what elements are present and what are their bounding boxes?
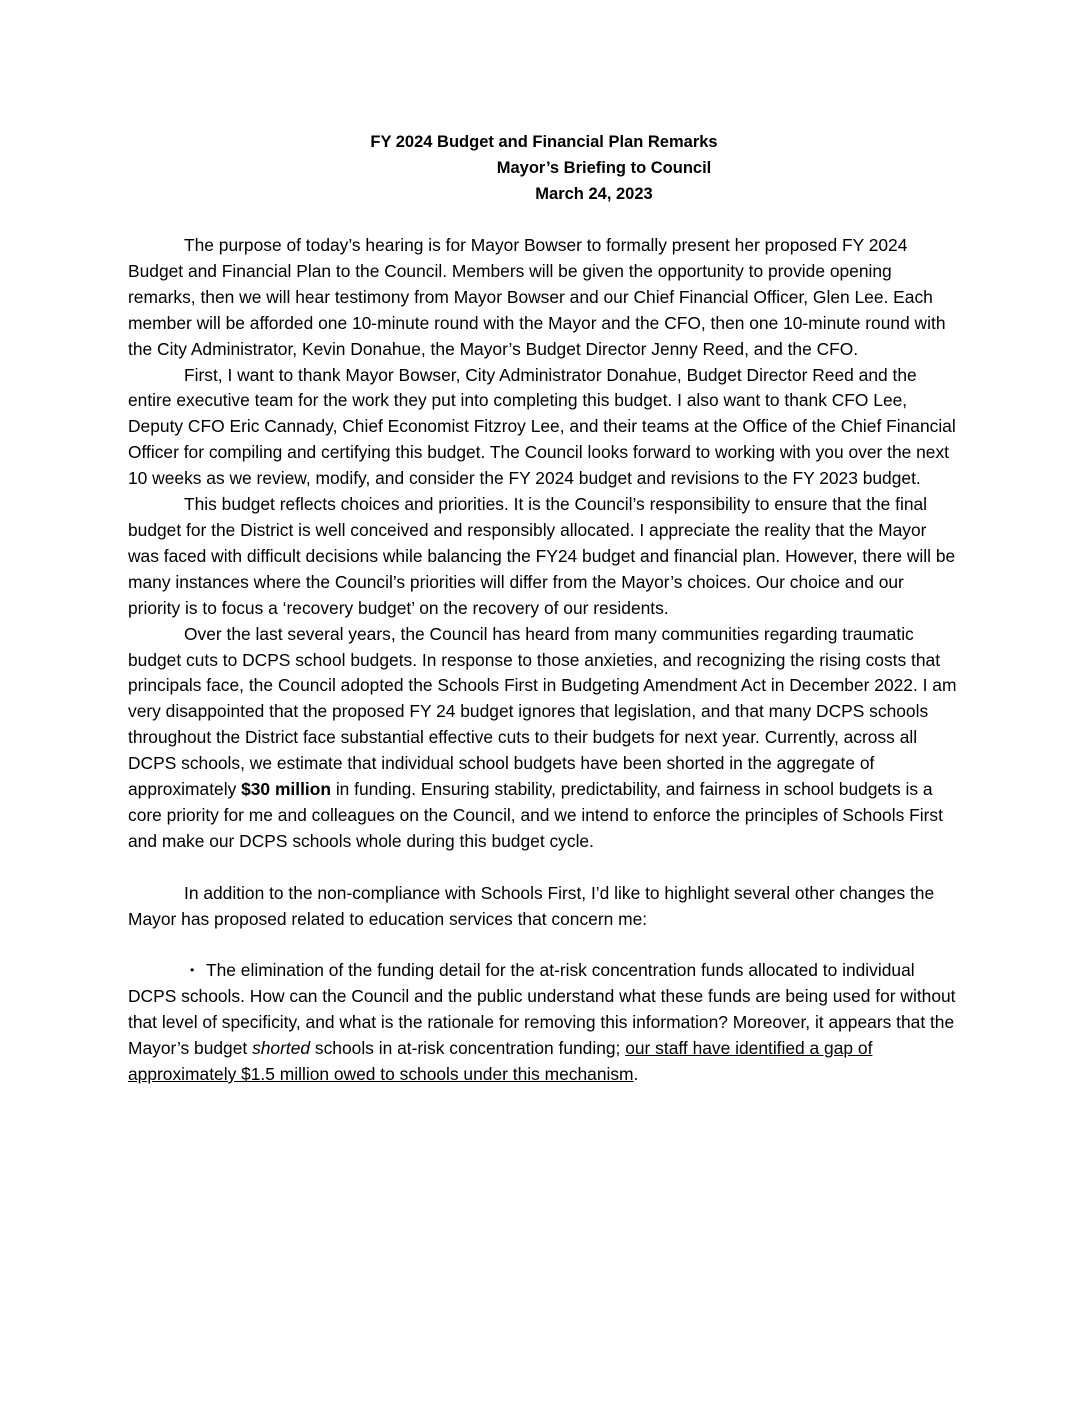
paragraph-spacer xyxy=(128,932,958,958)
document-header xyxy=(128,129,958,207)
bullet-marker: • xyxy=(190,963,195,978)
schools-first-text-2: in funding. Ensuring stability, predictability, and fairness in school budgets is a core priority for me and colleagues on the Council, and we intend to enforce the principles of Schools First and make our DCPS schools whole during this budget cycle. xyxy=(128,779,943,851)
shortfall-amount: $30 million xyxy=(241,779,331,800)
paragraph-priorities: This budget reflects choices and priorities. It is the Council’s responsibility to ensure that the final budget for the District is well conceived and responsibly allocated. I appreciate the reality that the Mayor was faced with difficult decisions while balancing the FY24 budget and financial plan. However, there will be many instances where the Council’s priorities will differ from the Mayor’s choices. Our choice and our priority is to focus a ‘recovery budget’ on the recovery of our residents. xyxy=(128,494,956,618)
paragraph-schools-first xyxy=(128,622,958,855)
document-title: FY 2024 Budget and Financial Plan Remarks xyxy=(370,133,718,151)
paragraph-spacer xyxy=(128,855,958,881)
underlined-gap-statement: our staff have identified a gap of approximately $1.5 million owed to schools under this mechanism xyxy=(128,1038,873,1084)
bullet-item-at-risk-funds xyxy=(128,958,958,1088)
emphasis-shorted: shorted xyxy=(252,1038,311,1059)
document-subtitle: Mayor’s Briefing to Council xyxy=(496,159,712,177)
document-body xyxy=(128,233,958,1088)
document-date: March 24, 2023 xyxy=(535,185,653,203)
bullet-end: . xyxy=(633,1063,639,1084)
paragraph-thanks: First, I want to thank Mayor Bowser, City Administrator Donahue, Budget Director Reed and the entire executive team for the work they put into completing this budget. I also want to thank CFO Lee, Deputy CFO Eric Cannady, Chief Economist Fitzroy Lee, and their teams at the Office of the Chief Financial Officer for compiling and certifying this budget. The Council looks forward to working with you over the next 10 weeks as we review, modify, and consider the FY 2024 budget and revisions to the FY 2023 budget. xyxy=(128,364,956,489)
paragraph-other-changes: In addition to the non-compliance with Schools First, I’d like to highlight several other changes the Mayor has proposed related to education services that concern me: xyxy=(128,882,935,929)
bullet-text-2: schools in at-risk concentration funding; xyxy=(310,1038,626,1059)
bullet-text-1: The elimination of the funding detail for the at-risk concentration funds allocated to individual DCPS schools. How can the Council and the public understand what these funds are being used for without that level of specificity, and what is the rationale for removing this information? Moreover, it appears that the Mayor’s budget xyxy=(128,960,956,1059)
paragraph-purpose: The purpose of today’s hearing is for Mayor Bowser to formally present her proposed FY 2024 Budget and Financial Plan to the Council. Members will be given the opportunity to provide opening remarks, then we will hear testimony from Mayor Bowser and our Chief Financial Officer, Glen Lee. Each member will be afforded one 10-minute round with the Mayor and the CFO, then one 10-minute round with the City Administrator, Kevin Donahue, the Mayor’s Budget Director Jenny Reed, and the CFO. xyxy=(128,235,946,359)
schools-first-text-1: Over the last several years, the Council has heard from many communities regarding traumatic budget cuts to DCPS school budgets. In response to those anxieties, and recognizing the rising costs that principals face, the Council adopted the Schools First in Budgeting Amendment Act in December 2022. I am very disappointed that the proposed FY 24 budget ignores that legislation, and that many DCPS schools throughout the District face substantial effective cuts to their budgets for next year. Currently, across all DCPS schools, we estimate that individual school budgets have been shorted in the aggregate of approximately xyxy=(128,623,957,800)
